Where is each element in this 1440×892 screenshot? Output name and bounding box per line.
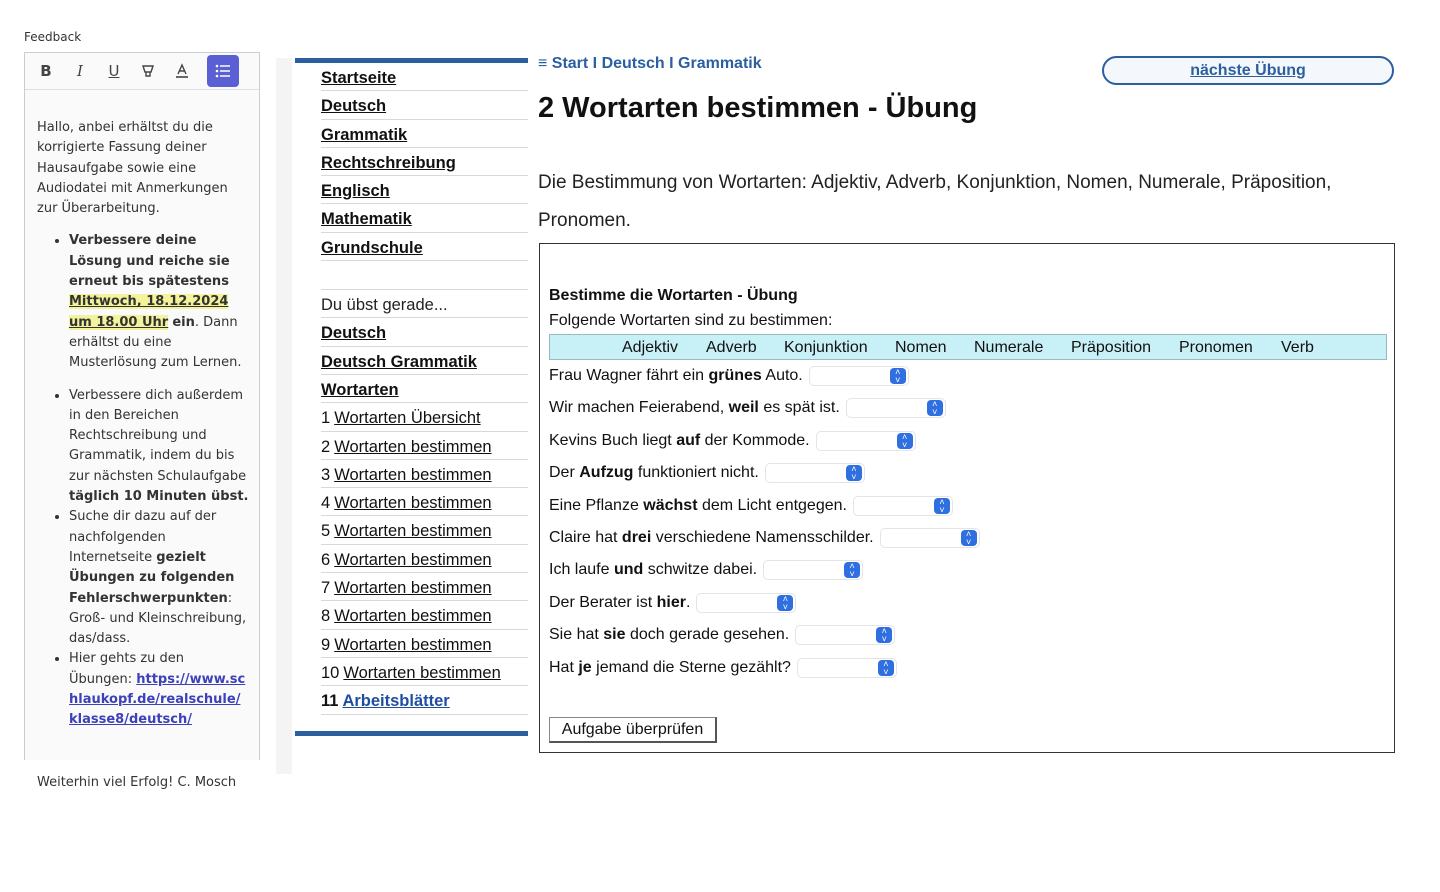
nav-lesson-item: [321, 686, 528, 714]
select-arrows-icon: ˄ ˅: [890, 368, 906, 384]
feedback-item-link: [69, 649, 249, 730]
lesson-number: 2: [321, 437, 331, 456]
wordtype-label: Pronomen: [1179, 339, 1253, 356]
nav-link[interactable]: Grammatik: [321, 125, 408, 144]
lesson-link[interactable]: Wortarten bestimmen: [334, 579, 492, 598]
feedback-text-part: Suche dir dazu auf der nachfolgenden Internetseite: [69, 509, 217, 565]
nav-lesson-list: [295, 403, 528, 714]
question-row: [549, 462, 865, 484]
highlight-button[interactable]: [135, 58, 161, 84]
lesson-link[interactable]: Wortarten bestimmen: [334, 550, 492, 569]
select-arrows-icon: ˄ ˅: [934, 498, 950, 514]
lesson-number: 3: [321, 465, 331, 484]
question-row: [549, 592, 796, 614]
check-answers-button[interactable]: Aufgabe überprüfen: [549, 717, 717, 743]
lesson-number: 9: [321, 635, 331, 654]
page-intro: Die Bestimmung von Wortarten: Adjektiv, Adverb, Konjunktion, Nomen, Numerale, Präposition, Pronomen.: [538, 172, 1332, 231]
wordtype-label: Adverb: [706, 339, 757, 356]
lesson-link[interactable]: Wortarten bestimmen: [334, 635, 492, 654]
wordtype-select[interactable]: [765, 463, 865, 483]
wordtype-select[interactable]: [880, 528, 980, 548]
feedback-strong: gezielt Übungen zu folgenden Fehlerschwerpunkten: [69, 549, 235, 606]
exercise-subtitle: Folgende Wortarten sind zu bestimmen:: [549, 312, 833, 329]
wordtype-select[interactable]: [809, 366, 909, 386]
nav-current-list: [295, 290, 528, 403]
bullet-list-button[interactable]: [207, 55, 239, 87]
lesson-link[interactable]: Arbeitsblätter: [342, 692, 450, 711]
nav-link[interactable]: Startseite: [321, 69, 397, 87]
deadline-highlight: Mittwoch, 18.12.2024 um 18.00 Uhr: [69, 294, 229, 330]
wordtype-select[interactable]: [816, 431, 916, 451]
question-row: [549, 365, 909, 387]
lesson-number: 5: [321, 522, 331, 541]
wordtype-select[interactable]: [853, 496, 953, 516]
nav-lesson-item: [321, 573, 528, 601]
exercise-title: Bestimme die Wortarten - Übung: [549, 287, 798, 304]
target-word: Aufzug: [579, 464, 634, 482]
sentence-part: Der: [549, 464, 580, 482]
wordtype-label: Nomen: [895, 339, 947, 356]
nav-current-link[interactable]: Wortarten: [321, 380, 399, 399]
wordtype-label: Konjunktion: [784, 339, 868, 356]
sidebar-nav: [295, 58, 528, 736]
select-arrows-icon: ˄ ˅: [846, 465, 862, 481]
sentence-part: schwitze dabei.: [643, 561, 758, 579]
nav-lesson-item: [321, 488, 528, 516]
target-word: weil: [728, 399, 759, 417]
wordtype-select[interactable]: [763, 560, 863, 580]
question-row: [549, 559, 863, 581]
question-row: [549, 430, 916, 452]
lesson-link[interactable]: Wortarten Übersicht: [334, 409, 481, 428]
feedback-text-part: Verbessere dich außerdem in den Bereichen Rechtschreibung und Grammatik, indem du bis zur nächsten Schulaufgabe: [69, 387, 247, 484]
nav-item: [321, 63, 528, 91]
nav-current-link[interactable]: Deutsch Grammatik: [321, 352, 477, 371]
sentence-part: dem Licht entgegen.: [697, 496, 847, 514]
nav-item: [321, 176, 528, 204]
lesson-link[interactable]: Wortarten bestimmen: [334, 465, 492, 484]
feedback-list-1: [37, 231, 249, 373]
nav-lesson-item: [321, 516, 528, 544]
exercise-box: [539, 243, 1395, 753]
nav-lesson-item: [321, 601, 528, 629]
feedback-item-resubmit: [69, 231, 249, 373]
nav-bottom-bar: [295, 731, 528, 736]
wordtype-label: Präposition: [1071, 339, 1152, 356]
question-row: [549, 527, 980, 549]
breadcrumb[interactable]: ≡ Start I Deutsch I Grammatik: [538, 55, 762, 72]
feedback-strong: ein: [172, 314, 195, 330]
target-word: je: [578, 658, 592, 676]
question-row: [549, 397, 946, 419]
feedback-list-2: [37, 386, 249, 731]
target-word: und: [613, 561, 644, 579]
bullet-list-icon: [214, 62, 232, 80]
lesson-number: 10: [321, 663, 340, 682]
nav-current-label: Du übst gerade...: [321, 290, 528, 318]
question-row: [549, 657, 897, 679]
target-word: hier: [656, 593, 686, 611]
underline-button[interactable]: U: [108, 62, 120, 80]
sentence-part: Ich laufe: [549, 561, 614, 579]
nav-link[interactable]: Mathematik: [321, 210, 412, 229]
lesson-number: 8: [321, 607, 331, 626]
target-word: wächst: [643, 496, 698, 514]
feedback-text-part: . Dann erhältst du eine Musterlösung zum Lernen.: [69, 314, 242, 371]
nav-item: [321, 120, 528, 148]
target-word: sie: [603, 626, 626, 644]
nav-shadow: [276, 58, 292, 774]
wordtype-label: Adjektiv: [622, 339, 679, 356]
feedback-text-part: : Groß- und Kleinschreibung, das/dass.: [69, 590, 247, 647]
sentence-part: Hat: [549, 658, 579, 676]
select-arrows-icon: ˄ ˅: [844, 562, 860, 578]
wordtype-select[interactable]: [797, 658, 897, 678]
sentence-part: Der Berater ist: [549, 593, 657, 611]
feedback-text[interactable]: [25, 90, 259, 793]
sentence-part: der Kommode.: [700, 431, 810, 449]
lesson-link[interactable]: Wortarten bestimmen: [334, 494, 492, 513]
bold-button[interactable]: B: [40, 62, 52, 80]
sentence-part: Eine Pflanze: [549, 496, 644, 514]
wordtype-label: Numerale: [974, 339, 1044, 356]
lesson-number: 1: [321, 409, 331, 428]
nav-item: [321, 233, 528, 261]
lesson-link[interactable]: Wortarten bestimmen: [334, 522, 492, 541]
select-arrows-icon: ˄ ˅: [897, 433, 913, 449]
nav-link[interactable]: Grundschule: [321, 238, 423, 257]
lesson-number: 6: [321, 550, 331, 569]
nav-main-list: [295, 63, 528, 261]
lesson-link[interactable]: Wortarten bestimmen: [334, 437, 492, 456]
nav-current-item: [321, 347, 528, 375]
question-row: [549, 495, 953, 517]
target-word: grünes: [708, 367, 762, 384]
feedback-strong: täglich 10 Minuten übst.: [69, 489, 249, 505]
lesson-link[interactable]: Wortarten bestimmen: [343, 663, 501, 682]
feedback-item-practice: [69, 386, 249, 508]
lesson-number: 11: [321, 692, 339, 711]
nav-current-link[interactable]: Deutsch: [321, 324, 387, 343]
feedback-intro: Hallo, anbei erhältst du die korrigierte Fassung deiner Hausaufgabe sowie eine Audiodatei mit Anmerkungen zur Überarbeitung.: [37, 120, 228, 217]
select-arrows-icon: ˄ ˅: [777, 595, 793, 611]
nav-link[interactable]: Rechtschreibung: [321, 153, 456, 172]
target-word: drei: [621, 529, 652, 546]
sentence-part: .: [685, 593, 691, 611]
next-exercise-button[interactable]: nächste Übung: [1102, 56, 1394, 85]
feedback-strong: Verbessere deine Lösung und reiche sie erneut bis spätestens: [69, 233, 230, 290]
text-color-button[interactable]: [169, 58, 195, 84]
nav-lesson-item: [321, 545, 528, 573]
feedback-editor[interactable]: [24, 52, 260, 790]
nav-item: [321, 91, 528, 119]
sentence-part: Sie hat: [549, 626, 604, 644]
nav-gap: [321, 261, 528, 290]
wordtype-bar: [549, 334, 1387, 360]
target-word: auf: [676, 431, 701, 449]
sentence-part: Auto.: [761, 367, 803, 384]
nav-gap-wrap: [295, 261, 528, 290]
question-row: [549, 624, 895, 646]
feedback-signature: Weiterhin viel Erfolg! C. Mosch: [37, 774, 237, 790]
nav-lesson-item: [321, 658, 528, 686]
select-arrows-icon: ˄ ˅: [927, 400, 943, 416]
sentence-part: Claire hat: [549, 529, 622, 546]
sentence-part: jemand die Sterne gezählt?: [591, 658, 791, 676]
sentence-part: Wir machen Feierabend,: [549, 399, 729, 417]
nav-lesson-item: [321, 460, 528, 488]
select-arrows-icon: ˄ ˅: [961, 530, 977, 546]
select-arrows-icon: ˄ ˅: [878, 660, 894, 676]
nav-item: [321, 148, 528, 176]
nav-current-item: [321, 375, 528, 403]
text-color-icon: [174, 63, 190, 79]
sentence-part: funktioniert nicht.: [633, 464, 759, 482]
feedback-item-focus: [69, 507, 249, 649]
sentence-part: doch gerade gesehen.: [625, 626, 790, 644]
feedback-text-part: Hier gehts zu den Übungen:: [69, 651, 185, 687]
nav-lesson-item: [321, 403, 528, 431]
highlighter-icon: [140, 63, 156, 79]
sentence-part: verschiedene Namensschilder.: [651, 529, 874, 546]
nav-lesson-item: [321, 630, 528, 658]
sentence-part: es spät ist.: [758, 399, 840, 417]
nav-lesson-item: [321, 432, 528, 460]
sentence-part: Frau Wagner fährt ein: [549, 367, 709, 384]
feedback-label: Feedback: [24, 30, 82, 44]
editor-toolbar: [25, 53, 259, 90]
nav-item: [321, 204, 528, 232]
select-arrows-icon: ˄ ˅: [876, 627, 892, 643]
exercise-link[interactable]: https://www.schlaukopf.de/realschule/klasse8/deutsch/: [69, 671, 246, 728]
sentence-part: Kevins Buch liegt: [549, 431, 677, 449]
nav-link[interactable]: Englisch: [321, 182, 390, 201]
wordtype-select[interactable]: [795, 625, 895, 645]
nav-link[interactable]: Deutsch: [321, 97, 387, 116]
wordtype-select[interactable]: [696, 593, 796, 613]
nav-current-item: [321, 318, 528, 346]
wordtype-label: Verb: [1281, 339, 1314, 356]
lesson-number: 4: [321, 494, 331, 513]
wordtype-select[interactable]: [846, 398, 946, 418]
lesson-link[interactable]: Wortarten bestimmen: [334, 607, 492, 626]
lesson-number: 7: [321, 579, 331, 598]
italic-button[interactable]: I: [77, 62, 83, 80]
page-title: 2 Wortarten bestimmen - Übung: [538, 92, 978, 124]
